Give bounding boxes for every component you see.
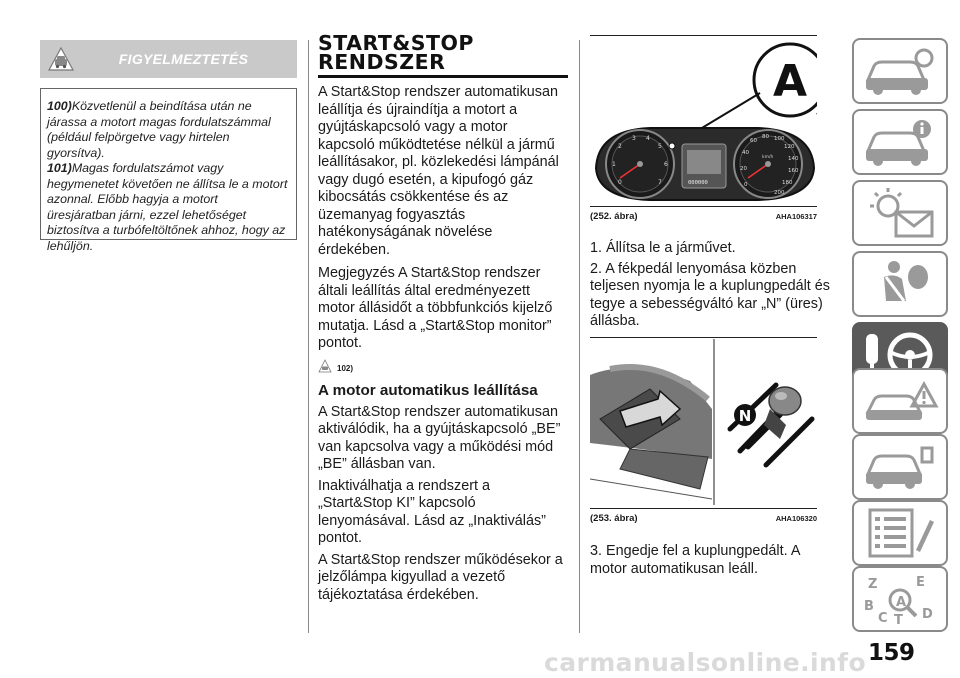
index-letter: A <box>896 595 907 610</box>
warning-item-number: 100) <box>47 99 72 113</box>
index-letter: C <box>878 611 888 626</box>
step-list <box>590 240 830 331</box>
warning-header <box>40 40 297 78</box>
svg-text:100: 100 <box>774 136 785 142</box>
svg-text:6: 6 <box>664 161 668 168</box>
figure-caption: (252. ábra) <box>590 211 638 222</box>
reference-row <box>318 357 568 375</box>
main-column <box>318 31 568 604</box>
svg-text:80: 80 <box>762 134 769 140</box>
svg-text:40: 40 <box>742 150 749 156</box>
speed-unit: km/h <box>762 155 774 160</box>
svg-text:200: 200 <box>774 190 785 196</box>
figure-rule <box>590 35 817 36</box>
watermark: carmanualsonline.info <box>544 648 867 677</box>
alphabetical-index-icon <box>860 572 940 626</box>
tab-technical-data[interactable] <box>852 500 948 566</box>
emergency-warning-icon <box>860 374 940 428</box>
tab-emergency[interactable] <box>852 368 948 434</box>
page-number: 159 <box>868 640 915 666</box>
svg-text:20: 20 <box>740 166 747 172</box>
warning-item-text: Közvetlenül a beindítása után ne járassa a motort magas fordulatszámmal (például felpörgetve vagy hirtelen gyorsítva). <box>47 99 271 160</box>
warning-item <box>47 99 290 161</box>
tab-lights-messages[interactable] <box>852 180 948 246</box>
tab-car-dashboard[interactable] <box>852 38 948 104</box>
svg-text:0: 0 <box>618 179 622 186</box>
technical-data-list-icon <box>860 506 940 560</box>
body-paragraph: Inaktiválhatja a rendszert a „Start&Stop KI” kapcsoló lenyomásával. Lásd az „Inaktiválás” pontot. <box>318 477 546 546</box>
index-letter: Z <box>868 577 878 592</box>
instrument-cluster-illustration <box>590 38 817 202</box>
index-letter: E <box>916 575 925 590</box>
svg-text:180: 180 <box>782 180 793 186</box>
warning-item-text: Magas fordulatszámot vagy hegymenetet követően ne állítsa le a motort azonnal. Előbb hagyja a motort üresjáratban járni, ezzel lehetőséget biztosítva a turbófeltöltőnek ahhoz, hogy az lehűljön. <box>47 161 288 253</box>
section-title <box>318 31 568 74</box>
step-item: 3. Engedje fel a kuplungpedált. A motor automatikusan leáll. <box>590 543 800 577</box>
svg-text:1: 1 <box>612 161 616 168</box>
step-item: 2. A fékpedál lenyomása közben teljesen nyomja le a kuplungpedált és tegye a sebességváltó kar „N” (üres) állásba. <box>590 260 831 329</box>
warning-item-number: 101) <box>47 161 72 175</box>
svg-text:140: 140 <box>788 156 799 162</box>
svg-text:160: 160 <box>788 168 799 174</box>
tab-safety[interactable] <box>852 251 948 317</box>
warning-title: FIGYELMEZTETÉS <box>118 51 249 67</box>
svg-text:2: 2 <box>618 143 622 150</box>
gear-neutral-label: N <box>738 407 752 425</box>
figure-caption-row <box>590 508 817 524</box>
warning-car-icon <box>318 359 332 373</box>
pedal-gear-illustration <box>590 339 817 505</box>
intro-paragraph: A Start&Stop rendszer automatikusan leállítja és újraindítja a motort a gyújtáskapcsoló vagy a motor kapcsoló működtetése nélkül a jármű leállításakor, pl. közlekedési lámpánál vagy dugó esetén, a kipufogó gáz kibocsátás csökkentése és az üzemanyag fogyasztás hatékonyságának növelése érdekében. <box>318 84 559 258</box>
index-letter: T <box>894 613 903 626</box>
figure-code: AHA106320 <box>775 514 817 523</box>
callout-label: A <box>772 56 808 107</box>
figure-rule <box>590 337 817 338</box>
reference-number: 102) <box>337 364 354 373</box>
title-rule <box>318 75 568 78</box>
figure-instrument-cluster <box>590 38 817 202</box>
tab-maintenance[interactable] <box>852 434 948 500</box>
tab-index[interactable] <box>852 566 948 632</box>
section-title-line: RENDSZER <box>318 50 446 74</box>
step-list <box>590 543 830 578</box>
svg-text:4: 4 <box>646 135 650 142</box>
step-item: 1. Állítsa le a járművet. <box>590 240 736 256</box>
figure-caption-row <box>590 206 817 222</box>
index-letter: B <box>864 599 874 614</box>
warning-box <box>40 88 297 253</box>
car-dashboard-icon <box>860 44 940 98</box>
subsection-title: A motor automatikus leállítása <box>318 381 538 399</box>
svg-text:120: 120 <box>784 144 795 150</box>
figure-caption: (253. ábra) <box>590 513 638 524</box>
svg-text:5: 5 <box>658 143 662 150</box>
odometer-display: 000000 <box>688 180 708 186</box>
section-title-line: START&STOP <box>318 31 474 55</box>
figure-code: AHA106317 <box>775 212 817 221</box>
warning-item <box>47 161 290 254</box>
svg-text:0: 0 <box>744 182 748 188</box>
svg-text:3: 3 <box>632 135 636 142</box>
figure-pedal-gear <box>590 339 817 505</box>
tab-car-info[interactable] <box>852 109 948 175</box>
svg-text:60: 60 <box>750 138 757 144</box>
svg-text:7: 7 <box>658 179 662 186</box>
seatbelt-airbag-icon <box>860 257 940 311</box>
index-letter: D <box>922 607 933 622</box>
column-divider <box>579 40 580 633</box>
note-paragraph: Megjegyzés A Start&Stop rendszer általi leállítás által eredményezett motor állásidőt a többfunkciós kijelző mutatja. Lásd a „Start&Stop monitor” pontot. <box>318 265 553 351</box>
body-paragraph: A Start&Stop rendszer automatikusan aktiválódik, ha a gyújtáskapcsoló „BE” van kapcsolva vagy a működési mód „BE” állásban van. <box>318 403 561 472</box>
car-info-icon <box>860 115 940 169</box>
car-maintenance-icon <box>860 440 940 494</box>
body-paragraph: A Start&Stop rendszer működésekor a jelzőlámpa kigyullad a vezető tájékoztatása érdekében. <box>318 551 563 603</box>
lights-message-icon <box>860 186 940 240</box>
column-divider <box>308 40 309 633</box>
